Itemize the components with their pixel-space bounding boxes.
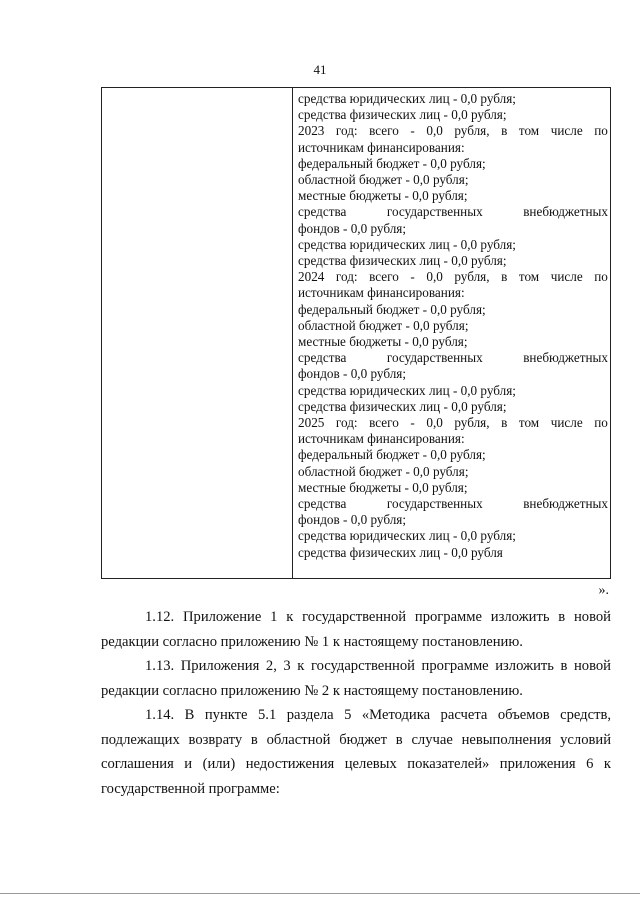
table-line-text: источникам финансирования: — [298, 285, 465, 301]
table-line-text: средства — [298, 204, 347, 220]
table-line-text: фондов - 0,0 рубля; — [298, 366, 407, 382]
table-line-text: в — [501, 269, 508, 285]
table-line-text: - — [410, 123, 415, 139]
table-line-text: - — [410, 269, 415, 285]
table-line-text: год: — [335, 269, 358, 285]
table-line-text: рубля, — [454, 269, 490, 285]
table-line — [298, 302, 610, 318]
table-line-text: государственных — [386, 350, 483, 366]
table-line-text: источникам финансирования: — [298, 431, 465, 447]
table-line-text: том — [518, 123, 540, 139]
table-line-text: источникам финансирования: — [298, 139, 465, 155]
table-line-text: местные бюджеты - 0,0 рубля; — [298, 479, 468, 495]
table-line — [298, 123, 610, 139]
table-line-text: фондов - 0,0 рубля; — [298, 512, 407, 528]
table-line-text: федеральный бюджет - 0,0 рубля; — [298, 301, 486, 317]
table-line-text: в — [501, 123, 508, 139]
financing-table — [101, 87, 611, 579]
table-line-text: фондов - 0,0 рубля; — [298, 220, 407, 236]
table-line-text: по — [594, 123, 608, 139]
table-line-text: средства физических лиц - 0,0 рубля — [298, 544, 503, 560]
table-line-text: рубля, — [454, 123, 490, 139]
table-line-text: числе — [550, 123, 583, 139]
paragraph-1-14: 1.14. В пункте 5.1 раздела 5 «Методика расчета объемов средств, подлежащих возврату в областной бюджет в случае невыполнения условий соглашения и (или) недостижения целевых показателей» приложения 6 к государственной программе: — [101, 707, 611, 797]
table-line-text: в — [501, 415, 508, 431]
page-number: 41 — [313, 62, 327, 77]
table-line — [298, 188, 610, 204]
table-line — [298, 431, 610, 447]
table-line-text: том — [518, 269, 540, 285]
table-line-text: год: — [335, 415, 358, 431]
table-line-text: по — [594, 415, 608, 431]
table-line — [298, 383, 610, 399]
table-line-text: 0,0 — [426, 269, 443, 285]
table-line — [298, 269, 610, 285]
table-right-cell — [293, 88, 610, 578]
closing-quote: ». — [598, 583, 609, 598]
table-line — [298, 285, 610, 301]
table-line-text: рубля, — [454, 415, 490, 431]
table-line — [298, 528, 610, 544]
table-line-text: областной бюджет - 0,0 рубля; — [298, 463, 469, 479]
table-line — [298, 464, 610, 480]
table-line — [298, 480, 610, 496]
table-line — [298, 237, 610, 253]
paragraph-1-13: 1.13. Приложения 2, 3 к государственной программе изложить в новой редакции согласно приложению № 2 к настоящему постановлению. — [101, 658, 611, 699]
table-line — [298, 107, 610, 123]
table-line-text: областной бюджет - 0,0 рубля; — [298, 317, 469, 333]
table-line-text: средства — [298, 350, 347, 366]
table-line-text: средства физических лиц - 0,0 рубля; — [298, 253, 507, 269]
table-line — [298, 447, 610, 463]
paragraph-1-12: 1.12. Приложение 1 к государственной программе изложить в новой редакции согласно приложению № 1 к настоящему постановлению. — [101, 609, 611, 650]
table-line-text: 2025 — [298, 415, 325, 431]
table-line-text: числе — [550, 415, 583, 431]
table-line — [298, 253, 610, 269]
table-line-text: - — [410, 415, 415, 431]
table-line — [298, 91, 610, 107]
table-line-text: областной бюджет - 0,0 рубля; — [298, 172, 469, 188]
footer-divider — [0, 893, 640, 894]
table-line — [298, 334, 610, 350]
table-line-text: государственных — [386, 204, 483, 220]
table-line — [298, 140, 610, 156]
table-line — [298, 415, 610, 431]
table-left-cell — [102, 88, 293, 578]
table-line-text: средства юридических лиц - 0,0 рубля; — [298, 236, 516, 252]
table-line — [298, 172, 610, 188]
table-line — [298, 350, 610, 366]
table-line-text: местные бюджеты - 0,0 рубля; — [298, 334, 468, 350]
table-line-text: 2023 — [298, 123, 325, 139]
table-line-text: федеральный бюджет - 0,0 рубля; — [298, 447, 486, 463]
table-line — [298, 204, 610, 220]
table-line-text: средства физических лиц - 0,0 рубля; — [298, 107, 507, 123]
table-line-text: средства юридических лиц - 0,0 рубля; — [298, 528, 516, 544]
table-line-text: год: — [335, 123, 358, 139]
table-line-text: всего — [369, 123, 399, 139]
table-line-text: средства — [298, 496, 347, 512]
table-line-text: государственных — [386, 496, 483, 512]
table-line-text: 0,0 — [426, 415, 443, 431]
table-line — [298, 496, 610, 512]
table-line — [298, 545, 610, 561]
table-line-text: средства юридических лиц - 0,0 рубля; — [298, 91, 516, 106]
table-line-text: 2024 — [298, 269, 325, 285]
table-line — [298, 512, 610, 528]
table-line — [298, 399, 610, 415]
table-line-text: внебюджетных — [523, 204, 608, 220]
table-line-text: по — [594, 269, 608, 285]
table-line-text: том — [518, 415, 540, 431]
table-line-text: всего — [369, 415, 399, 431]
table-line — [298, 156, 610, 172]
table-line-text: средства физических лиц - 0,0 рубля; — [298, 398, 507, 414]
table-line-text: средства юридических лиц - 0,0 рубля; — [298, 382, 516, 398]
table-line — [298, 318, 610, 334]
table-line-text: числе — [550, 269, 583, 285]
table-line-text: федеральный бюджет - 0,0 рубля; — [298, 155, 486, 171]
table-line-text: внебюджетных — [523, 350, 608, 366]
table-line-text: местные бюджеты - 0,0 рубля; — [298, 188, 468, 204]
table-line-text: 0,0 — [426, 123, 443, 139]
table-line-text: всего — [369, 269, 399, 285]
table-line — [298, 366, 610, 382]
table-line-text: внебюджетных — [523, 496, 608, 512]
table-line — [298, 221, 610, 237]
